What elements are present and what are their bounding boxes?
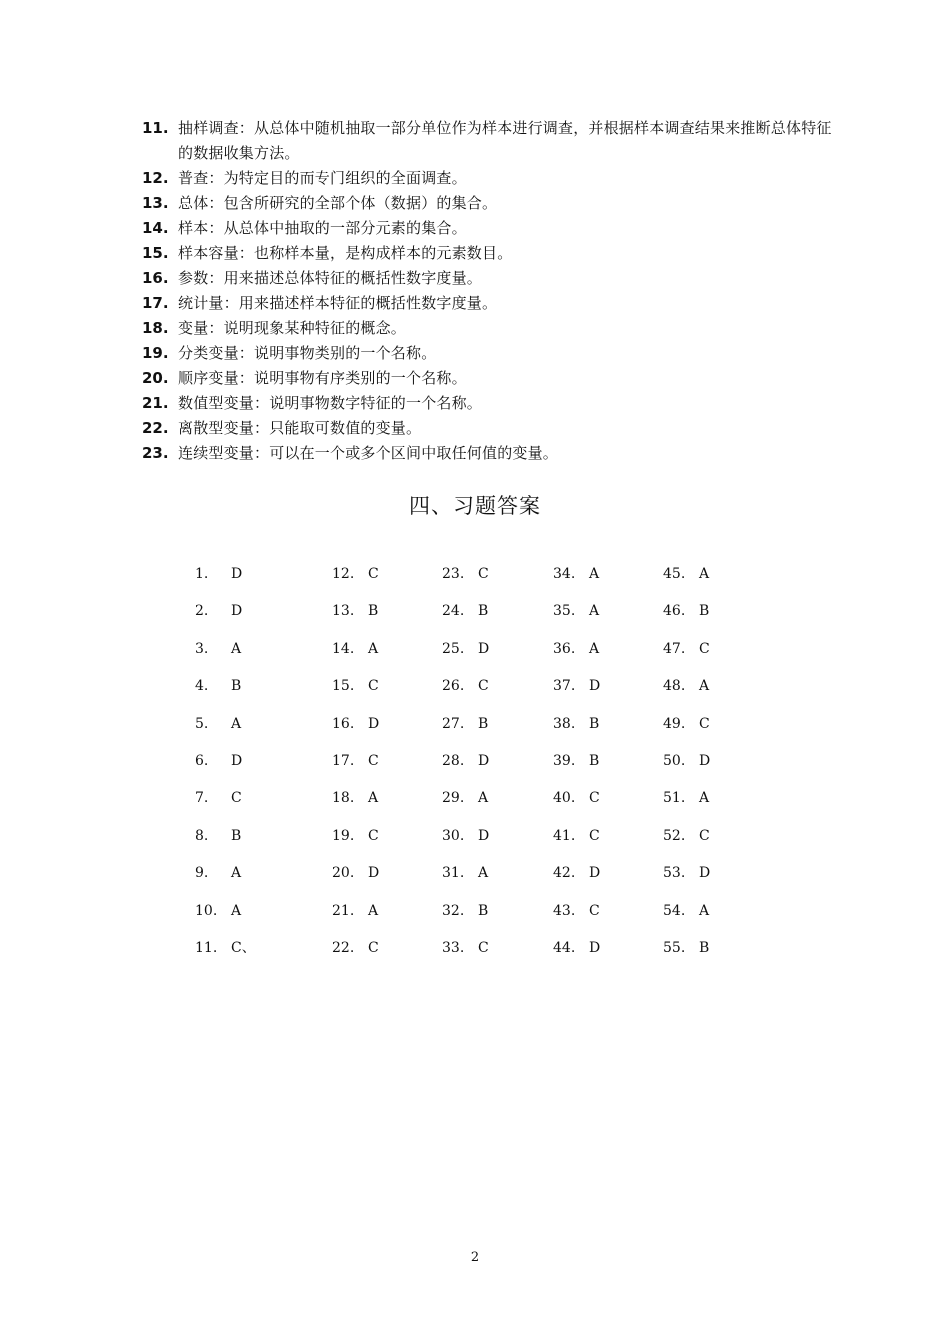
definition-item — [142, 241, 842, 266]
answer-letter: A — [699, 678, 710, 695]
answer-letter: C — [368, 752, 379, 769]
answer-letter: A — [368, 790, 379, 807]
definition-number: 11. — [142, 119, 169, 137]
answer-cell — [195, 936, 256, 960]
answer-letter: A — [589, 603, 600, 620]
definition-number: 20. — [142, 369, 169, 387]
answer-cell — [442, 562, 489, 586]
question-number: 36. — [553, 640, 576, 657]
answer-letter: D — [231, 603, 243, 620]
question-number: 9. — [195, 865, 209, 882]
answer-cell — [332, 712, 379, 736]
question-number: 20. — [332, 865, 355, 882]
answer-cell — [553, 936, 600, 960]
definition-item — [142, 341, 842, 366]
answer-cell — [195, 861, 241, 885]
answer-letter: D — [368, 865, 380, 882]
answer-letter: D — [231, 566, 243, 582]
answer-letter: C — [589, 827, 600, 844]
definition-number: 17. — [142, 294, 169, 312]
answer-cell — [663, 899, 709, 923]
answer-cell — [195, 712, 241, 736]
answer-letter: D — [699, 865, 711, 882]
definition-item — [142, 116, 842, 166]
question-number: 10. — [195, 902, 218, 919]
answer-cell — [663, 786, 709, 810]
definition-number: 23. — [142, 444, 169, 462]
answer-letter: B — [231, 827, 242, 844]
answer-letter: D — [368, 715, 380, 732]
question-number: 11. — [195, 939, 218, 956]
answer-letter: B — [368, 603, 379, 620]
answer-cell — [553, 712, 599, 736]
answer-cell — [195, 749, 242, 773]
answer-letter: D — [699, 752, 711, 769]
answer-cell — [332, 936, 379, 960]
question-number: 18. — [332, 790, 355, 807]
answer-cell — [442, 786, 488, 810]
answer-letter: C — [699, 715, 710, 732]
answer-letter: C — [478, 678, 489, 695]
definition-item — [142, 291, 842, 316]
section-heading: 四、习题答案 — [409, 494, 541, 518]
answer-letter: A — [231, 865, 242, 882]
answer-letter: D — [589, 939, 601, 956]
answer-letter: C — [368, 827, 379, 844]
answer-letter: C — [368, 566, 379, 582]
answer-cell — [332, 899, 378, 923]
answer-letter: A — [231, 715, 242, 732]
answer-cell — [553, 749, 599, 773]
answer-letter: D — [231, 752, 243, 769]
answer-letter: A — [368, 640, 379, 657]
answer-cell — [442, 861, 488, 885]
question-number: 25. — [442, 640, 465, 657]
definition-text: 总体：包含所研究的全部个体（数据）的集合。 — [178, 194, 498, 212]
answer-cell — [442, 749, 489, 773]
question-number: 50. — [663, 752, 686, 769]
answer-cell — [442, 824, 489, 848]
question-number: 24. — [442, 603, 465, 620]
question-number: 15. — [332, 678, 355, 695]
answer-letter: C — [589, 790, 600, 807]
definition-number: 22. — [142, 419, 169, 437]
answer-letter: C — [478, 939, 489, 956]
answer-letter: B — [699, 939, 710, 956]
answer-letter: B — [589, 752, 600, 769]
answer-letter: B — [589, 715, 600, 732]
definition-text: 样本：从总体中抽取的一部分元素的集合。 — [178, 219, 467, 237]
question-number: 5. — [195, 715, 209, 732]
answer-letter: A — [231, 640, 242, 657]
definition-text: 统计量：用来描述样本特征的概括性数字度量。 — [178, 294, 498, 312]
answer-letter: C — [589, 902, 600, 919]
definition-text: 数值型变量：说明事物数字特征的一个名称。 — [178, 394, 483, 412]
question-number: 13. — [332, 603, 355, 620]
question-number: 47. — [663, 640, 686, 657]
answer-cell — [195, 786, 242, 810]
answer-letter: A — [478, 865, 489, 882]
answer-letter: A — [478, 790, 489, 807]
question-number: 27. — [442, 715, 465, 732]
answer-cell — [332, 861, 379, 885]
definition-text: 连续型变量：可以在一个或多个区间中取任何值的变量。 — [178, 444, 559, 462]
question-number: 33. — [442, 939, 465, 956]
question-number: 23. — [442, 566, 465, 582]
answer-cell — [442, 899, 488, 923]
answer-cell — [663, 562, 709, 586]
definition-item — [142, 266, 842, 291]
answer-cell — [195, 899, 241, 923]
definition-text: 样本容量：也称样本量，是构成样本的元素数目。 — [178, 244, 513, 262]
question-number: 31. — [442, 865, 465, 882]
answer-cell — [195, 599, 242, 623]
question-number: 35. — [553, 603, 576, 620]
answer-letter: B — [478, 902, 489, 919]
answer-letter: A — [368, 902, 379, 919]
answer-letter: B — [478, 603, 489, 620]
question-number: 28. — [442, 752, 465, 769]
question-number: 49. — [663, 715, 686, 732]
answer-letter: A — [589, 640, 600, 657]
question-number: 44. — [553, 939, 576, 956]
question-number: 21. — [332, 902, 355, 919]
question-number: 41. — [553, 827, 576, 844]
answer-letter: A — [589, 566, 600, 582]
answer-cell — [553, 637, 599, 661]
definition-item — [142, 316, 842, 341]
page-number: 2 — [470, 1250, 480, 1265]
question-number: 51. — [663, 790, 686, 807]
question-number: 7. — [195, 790, 209, 807]
definition-number: 15. — [142, 244, 169, 262]
answer-letter: A — [699, 566, 710, 582]
answer-letter: D — [589, 865, 601, 882]
answer-cell — [332, 637, 378, 661]
question-number: 43. — [553, 902, 576, 919]
question-number: 40. — [553, 790, 576, 807]
answer-cell — [663, 936, 709, 960]
definition-number: 13. — [142, 194, 169, 212]
definition-item — [142, 416, 842, 441]
answer-cell — [663, 861, 710, 885]
answer-cell — [553, 786, 600, 810]
question-number: 37. — [553, 678, 576, 695]
answer-cell — [663, 824, 710, 848]
question-number: 42. — [553, 865, 576, 882]
question-number: 16. — [332, 715, 355, 732]
question-number: 1. — [195, 566, 209, 582]
answer-cell — [195, 637, 241, 661]
answer-cell — [663, 637, 710, 661]
definition-item — [142, 391, 842, 416]
answer-letter: D — [478, 640, 490, 657]
definition-number: 19. — [142, 344, 169, 362]
definition-number: 16. — [142, 269, 169, 287]
question-number: 26. — [442, 678, 465, 695]
question-number: 29. — [442, 790, 465, 807]
answer-cell — [332, 824, 379, 848]
answer-cell — [553, 599, 599, 623]
definition-list — [142, 116, 842, 466]
question-number: 45. — [663, 566, 686, 582]
answer-cell — [332, 562, 379, 586]
answer-cell — [553, 861, 600, 885]
question-number: 39. — [553, 752, 576, 769]
definition-text: 变量：说明现象某种特征的概念。 — [178, 319, 407, 337]
answer-cell — [553, 899, 600, 923]
answer-cell — [553, 562, 599, 586]
definition-text: 顺序变量：说明事物有序类别的一个名称。 — [178, 369, 467, 387]
answer-cell — [553, 674, 600, 698]
definition-item — [142, 441, 842, 466]
definition-number: 12. — [142, 169, 169, 187]
answer-letter: C — [368, 678, 379, 695]
definition-number: 18. — [142, 319, 169, 337]
answer-cell — [442, 637, 489, 661]
definition-text: 分类变量：说明事物类别的一个名称。 — [178, 344, 437, 362]
question-number: 2. — [195, 603, 209, 620]
question-number: 4. — [195, 678, 209, 695]
question-number: 8. — [195, 827, 209, 844]
answer-cell — [663, 749, 710, 773]
definition-item — [142, 191, 842, 216]
definition-item — [142, 366, 842, 391]
definition-text: 参数：用来描述总体特征的概括性数字度量。 — [178, 269, 483, 287]
question-number: 3. — [195, 640, 209, 657]
answer-cell — [663, 599, 709, 623]
answer-cell — [553, 824, 600, 848]
answer-cell — [663, 712, 710, 736]
question-number: 48. — [663, 678, 686, 695]
answer-letter: D — [478, 827, 490, 844]
answer-letter: A — [699, 902, 710, 919]
answer-letter: C — [231, 790, 242, 807]
answer-letter: A — [699, 790, 710, 807]
answer-letter: D — [478, 752, 490, 769]
answer-cell — [332, 749, 379, 773]
answer-letter: A — [231, 902, 242, 919]
question-number: 30. — [442, 827, 465, 844]
answer-letter: D — [589, 678, 601, 695]
answer-letter: B — [699, 603, 710, 620]
answer-letter: B — [478, 715, 489, 732]
question-number: 14. — [332, 640, 355, 657]
definition-number: 14. — [142, 219, 169, 237]
question-number: 55. — [663, 939, 686, 956]
answer-cell — [442, 936, 489, 960]
question-number: 32. — [442, 902, 465, 919]
definition-item — [142, 166, 842, 191]
answer-cell — [332, 786, 378, 810]
answer-cell — [332, 674, 379, 698]
answer-letter: C、 — [231, 939, 256, 956]
answer-letter: C — [368, 939, 379, 956]
question-number: 17. — [332, 752, 355, 769]
definition-text: 抽样调查：从总体中随机抽取一部分单位作为样本进行调查，并根据样本调查结果来推断总体特征的数据收集方法。 — [178, 119, 832, 162]
answer-cell — [442, 712, 488, 736]
question-number: 52. — [663, 827, 686, 844]
answer-letter: C — [699, 827, 710, 844]
question-number: 53. — [663, 865, 686, 882]
answer-letter: C — [699, 640, 710, 657]
question-number: 22. — [332, 939, 355, 956]
question-number: 12. — [332, 566, 355, 582]
question-number: 6. — [195, 752, 209, 769]
definition-text: 普查：为特定目的而专门组织的全面调查。 — [178, 169, 467, 187]
answer-cell — [442, 599, 488, 623]
definition-text: 离散型变量：只能取可数值的变量。 — [178, 419, 422, 437]
answer-cell — [663, 674, 709, 698]
answer-cell — [332, 599, 378, 623]
answer-letter: B — [231, 678, 242, 695]
answer-letter: C — [478, 566, 489, 582]
definition-number: 21. — [142, 394, 169, 412]
question-number: 46. — [663, 603, 686, 620]
definition-item — [142, 216, 842, 241]
answer-cell — [195, 824, 241, 848]
question-number: 38. — [553, 715, 576, 732]
answer-cell — [442, 674, 489, 698]
answer-cell — [195, 674, 241, 698]
question-number: 54. — [663, 902, 686, 919]
answer-cell — [195, 562, 242, 586]
question-number: 34. — [553, 566, 576, 582]
question-number: 19. — [332, 827, 355, 844]
